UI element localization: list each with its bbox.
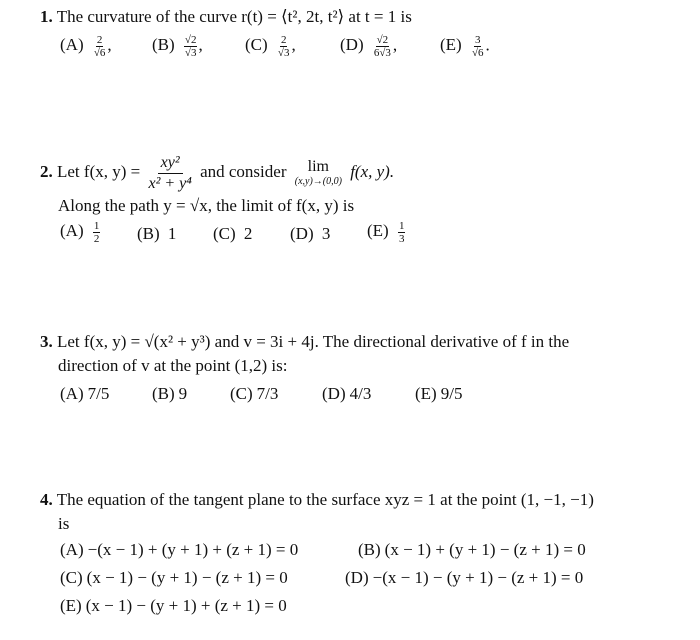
choice-label: (E) — [440, 35, 462, 55]
choice-label: (D) — [322, 384, 346, 403]
answer-choices-row-3 — [40, 596, 670, 624]
choice-label: (A) — [60, 221, 84, 241]
choice-e[interactable] — [367, 220, 406, 245]
choice-a[interactable]: (A) −(x − 1) + (y + 1) + (z + 1) = 0 — [60, 540, 299, 559]
choice-label: (B) — [137, 224, 160, 243]
question-number: 1. — [40, 7, 53, 26]
question-2 — [40, 150, 670, 254]
question-number: 2. — [40, 162, 53, 181]
question-4 — [40, 488, 670, 624]
choice-c[interactable]: (C) 7/3 — [230, 384, 279, 403]
choice-d[interactable]: (D) 3 — [290, 224, 331, 243]
choice-label: (A) — [60, 540, 84, 559]
answer-choices-row-2 — [40, 568, 670, 596]
choice-a[interactable]: (A) $\frac{2}{√6}$ , — [60, 34, 112, 59]
choice-label: (C) — [60, 568, 83, 587]
choice-b[interactable]: (B) (x − 1) + (y + 1) − (z + 1) = 0 — [358, 540, 586, 559]
answer-choices — [40, 34, 670, 68]
choice-label: (B) — [152, 35, 175, 55]
choice-label: (A) — [60, 384, 84, 403]
question-4-prompt — [40, 488, 670, 512]
choice-label: (C) — [230, 384, 253, 403]
question-number: 4. — [40, 490, 53, 509]
function-fraction: $\frac{\text{xy²}}{\text{x² + y⁴}}$ — [148, 153, 192, 192]
choice-label: (E) — [415, 384, 437, 403]
fraction: $\frac{√2}{6√3}$ — [373, 34, 391, 59]
fraction: $\frac{3}{√6}$ — [471, 34, 484, 59]
choice-a[interactable] — [60, 220, 101, 245]
limit-operator: lim (x,y)→(0,0) — [294, 158, 342, 188]
choice-label: (B) — [152, 384, 175, 403]
choice-b[interactable]: (B) 1 — [137, 224, 177, 243]
question-text: Let f(x, y) = √(x² + y³) and v = 3i + 4j. The directional derivative of f in the — [57, 332, 570, 351]
choice-label: (A) — [60, 35, 84, 55]
choice-e[interactable]: (E) $\frac{3}{√6}$ . — [440, 34, 490, 59]
question-1 — [40, 6, 670, 68]
choice-e[interactable]: (E) (x − 1) − (y + 1) + (z + 1) = 0 — [60, 596, 287, 615]
choice-label: (D) — [340, 35, 364, 55]
choice-label: (B) — [358, 540, 381, 559]
choice-d[interactable]: (D) 4/3 — [322, 384, 372, 403]
fraction: $\frac{2}{√6}$ — [93, 34, 106, 59]
choice-e[interactable]: (E) 9/5 — [415, 384, 463, 403]
question-text: Along the path y = √x, the limit of f(x, y) is — [58, 196, 355, 215]
question-text: The curvature of the curve r(t) = ⟨t², 2t, t²⟩ at t = 1 is — [56, 7, 412, 26]
choice-label: (C) — [213, 224, 236, 243]
choice-d[interactable]: (D) $\frac{√2}{6√3}$ , — [340, 34, 398, 59]
choice-b[interactable]: (B) 9 — [152, 384, 188, 403]
choice-d[interactable]: (D) −(x − 1) − (y + 1) − (z + 1) = 0 — [345, 568, 584, 587]
question-text: The equation of the tangent plane to the surface xyz = 1 at the point (1, −1, −1) — [56, 490, 594, 509]
choice-label: (C) — [245, 35, 268, 55]
question-text: direction of v at the point (1,2) is: — [58, 356, 288, 375]
choice-label: (E) — [367, 221, 389, 241]
question-3-prompt — [40, 330, 670, 354]
fraction: $\frac{√2}{√3}$ — [184, 34, 197, 59]
question-number: 3. — [40, 332, 53, 351]
fraction: $\frac{2}{√3}$ — [277, 34, 290, 59]
fraction: $\frac{1}{3}$ — [398, 220, 405, 245]
answer-choices — [40, 384, 670, 418]
question-2-prompt: 2. Let f(x, y) = $\frac{\text{xy²}}{\text{x² + y⁴}}$ and consider lim (x,y)→(0,0) f(x, y). — [40, 153, 395, 192]
choice-label: (D) — [345, 568, 369, 587]
question-3 — [40, 330, 670, 418]
choice-c[interactable]: (C) 2 — [213, 224, 253, 243]
question-text: Let f(x, y) = — [57, 162, 141, 181]
answer-choices-row-1 — [40, 540, 670, 568]
choice-label: (D) — [290, 224, 314, 243]
choice-a[interactable]: (A) 7/5 — [60, 384, 110, 403]
choice-c[interactable]: (C) (x − 1) − (y + 1) − (z + 1) = 0 — [60, 568, 288, 587]
answer-choices — [40, 220, 670, 254]
choice-c[interactable]: (C) $\frac{2}{√3}$ , — [245, 34, 296, 59]
choice-b[interactable]: (B) $\frac{√2}{√3}$ , — [152, 34, 203, 59]
choice-label: (E) — [60, 596, 82, 615]
question-text: is — [58, 514, 70, 533]
fraction: $\frac{1}{2}$ — [93, 220, 100, 245]
question-1-prompt — [40, 6, 670, 28]
